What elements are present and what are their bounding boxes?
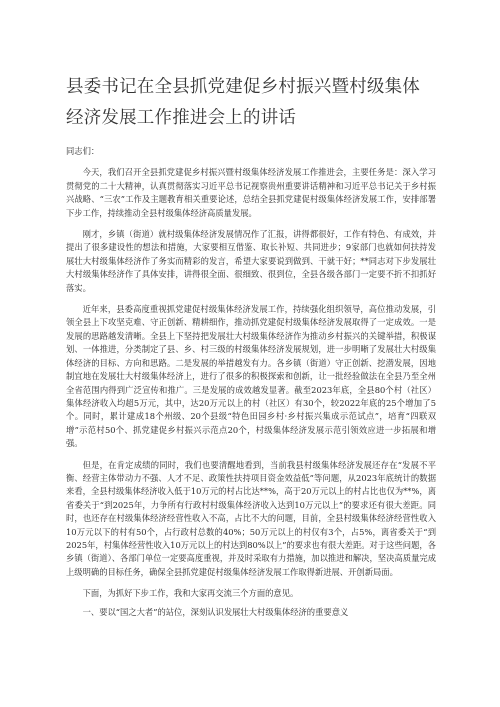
salutation: 同志们：	[66, 146, 100, 156]
paragraph-2: 刚才，乡镇（街道）就村级集体经济发展情况作了汇报，讲得都很好，工作有特色、有成效，并提出了很多建设性的想法和措施，大家要相互借鉴、取长补短、共同进步；9家部门也就如何扶持发展壮大村级集体经济作了务实而精彩的发言，希望大家要说到做到、干就干好；**同志对下步发展壮大村级集体经济作了具体安排，讲得很全面、很细致、很到位，全县各级各部门一定要不折不扣抓好落实。	[66, 229, 436, 293]
paragraph-5: 下面，为抓好下步工作，我和大家再交流三个方面的意见。	[82, 588, 299, 599]
document-title: 县委书记在全县抓党建促乡村振兴暨村级集体经济发展工作推进会上的讲话	[66, 77, 420, 128]
paragraph-4: 但是，在肯定成绩的同时，我们也要清醒地看到，当前我县村级集体经济发展还存在“发展不平衡、经营主体带动力不强、人才不足、政策性扶持项目资金效益低”等问题，从2023年底统计的数据来看，全县村级集体经济收入低于10万元的村占比达**%，高于20万元以上的村占比也仅为**%，离省委关于“到2025年，力争所有行政村村级集体经济收入达到10万元以上”的要求还有很大差距。同时，也还存在村级集体经济经营性收入不高，占比不大的问题，目前，全县村级集体经济经营性收入10万元以下的村有50个，占行政村总数的40%；50万元以上的村仅有3个，占5%，离省委关于“到2025年，村集体经营性收入10万元以上的村达到80%以上”的要求也有很大差距。对于这些问题，各乡镇（街道）、各部门单位一定要高度重视，并及时采取有力措施，加以推进和解决，坚决高质量完成上级明确的目标任务，确保全县抓党建促村级集体经济发展工作取得新进展、开创新局面。	[66, 459, 436, 577]
paragraph-3: 近年来，县委高度重视抓党建促村级集体经济发展工作，持续强化组织领导，高位推动发展，引领全县上下攻坚克难、守正创新、精耕细作，推动抓党建促村级集体经济发展取得了一定成效。一是发展的思路越发清晰。全县上下坚持把发展壮大村级集体经济作为推动乡村振兴的关键举措，积极谋划、一体推进，分类制定了县、乡、村三级的村级集体经济发展规划，进一步明晰了发展壮大村级集体经济的目标、方向和思路。二是发展的举措越发有力。各乡镇（街道）守正创新、挖潜发展，因地制宜地在发展壮大村级集体经济上，进行了很多的积极探索和创新，让一批经验做法在全县乃至全州全省范围内得到广泛宣传和推广。三是发展的成效越发显著。截至2023年底，全县80个村（社区）集体经济收入均超5万元，其中，达20万元以上的村（社区）有30个，较2022年底的25个增加了5个。同时，累计建成18个州级、20个县级“特色田园乡村·乡村振兴集成示范试点”，培育“四联双增”示范村50个、抓党建促乡村振兴示范点20个，村级集体经济发展示范引领效应进一步拓展和增强。	[66, 304, 436, 449]
paragraph-1: 今天，我们召开全县抓党建促乡村振兴暨村级集体经济发展工作推进会，主要任务是：深入学习贯彻党的二十大精神，认真贯彻落实习近平总书记视察贵州重要讲话精神和习近平总书记关于乡村振兴战略、“三农”工作及主题教育相关重要论述，总结全县抓党建促村级集体经济发展工作，安排部署下步工作，持续推动全县村级集体经济高质量发展。	[66, 167, 436, 218]
section-heading-1: 一、要以“国之大者”的站位，深刻认识发展壮大村级集体经济的重要意义	[82, 606, 349, 617]
